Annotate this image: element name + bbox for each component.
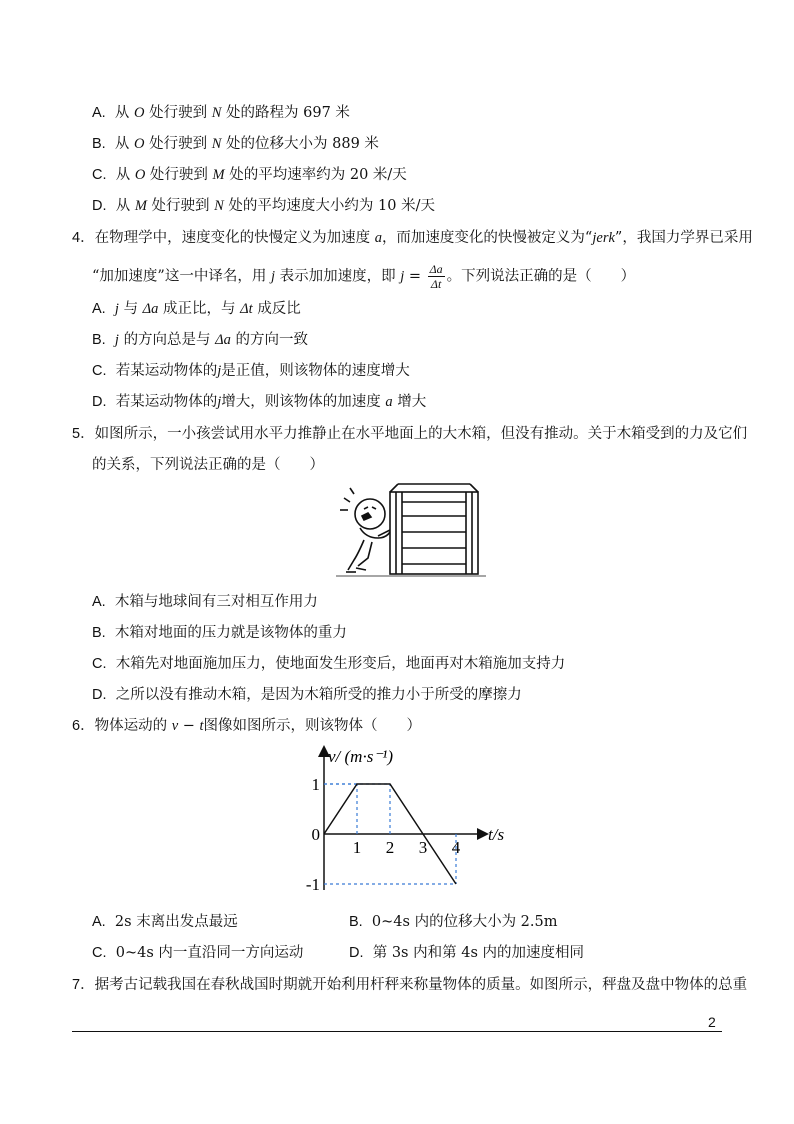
- x-tick-label-3: 3: [418, 838, 428, 857]
- q6-option-b[interactable]: B. 0~4s 内的位移大小为 2.5m: [349, 914, 558, 930]
- y-tick-label-0: 0: [311, 825, 320, 844]
- q3-option-a[interactable]: A. 从 O 处行驶到 N 处的路程为 697 米: [92, 105, 350, 121]
- wooden-crate: [390, 484, 478, 574]
- y-tick-label--1: -1: [305, 875, 320, 894]
- q3-option-b[interactable]: B. 从 O 处行驶到 N 处的位移大小为 889 米: [92, 136, 379, 152]
- page-number: 2: [708, 1014, 716, 1030]
- q5-option-b[interactable]: B. 木箱对地面的压力就是该物体的重力: [92, 625, 347, 641]
- q3-option-c[interactable]: C. 从 O 处行驶到 M 处的平均速率约为 20 米/天: [92, 167, 407, 183]
- q5-option-a[interactable]: A. 木箱与地球间有三对相互作用力: [92, 594, 318, 610]
- child-figure: [340, 488, 390, 572]
- q6-option-d[interactable]: D. 第 3s 内和第 4s 内的加速度相同: [349, 945, 584, 961]
- q4-stem-line2: “加加速度”这一中译名，用 j 表示加加速度，即 j = $\frac{\Delta a}{\Delta t}$ 。下列说法正确的是（ ）: [92, 262, 636, 291]
- q4-option-a[interactable]: A. j 与 Δa 成正比，与 Δt 成反比: [92, 301, 301, 317]
- q4-stem-line1: 4．在物理学中，速度变化的快慢定义为加速度 a，而加速度变化的快慢被定义为“jerk”，我国力学界已采用: [72, 230, 753, 246]
- x-tick-label-4: 4: [451, 838, 461, 857]
- q5-option-c[interactable]: C. 木箱先对地面施加压力，使地面发生形变后，地面再对木箱施加支持力: [92, 656, 566, 672]
- q7-stem-line1: 7．据考古记载我国在春秋战国时期就开始利用杆秤来称量物体的质量。如图所示，秤盘及盘中物体的总重: [72, 977, 748, 993]
- y-axis-label: v/ (m·s⁻¹): [328, 747, 394, 766]
- q4-option-b[interactable]: B. j 的方向总是与 Δa 的方向一致: [92, 332, 309, 348]
- q3-option-d[interactable]: D. 从 M 处行驶到 N 处的平均速度大小约为 10 米/天: [92, 198, 435, 214]
- q5-stem-line2: 的关系，下列说法正确的是（ ）: [92, 457, 324, 473]
- y-tick-label-1: 1: [311, 775, 320, 794]
- q5-option-d[interactable]: D. 之所以没有推动木箱，是因为木箱所受的推力小于所受的摩擦力: [92, 687, 522, 703]
- q4-option-d[interactable]: D. 若某运动物体的j增大，则该物体的加速度 a 增大: [92, 394, 427, 410]
- footer-rule: [72, 1031, 722, 1032]
- x-tick-label-2: 2: [385, 838, 395, 857]
- child-pushing-crate-illustration: [336, 480, 486, 580]
- q6-option-c[interactable]: C. 0~4s 内一直沿同一方向运动: [92, 945, 304, 961]
- jerk-formula-fraction: $\frac{\Delta a}{\Delta t}$: [429, 262, 443, 291]
- x-axis-label: t/s: [488, 825, 505, 844]
- q4-option-c[interactable]: C. 若某运动物体的j是正值，则该物体的速度增大: [92, 363, 410, 379]
- q6-option-a[interactable]: A. 2s 末离出发点最远: [92, 914, 238, 930]
- velocity-time-graph: [296, 740, 516, 900]
- q5-stem-line1: 5．如图所示，一小孩尝试用水平力推静止在水平地面上的大木箱，但没有推动。关于木箱受到的力及它们: [72, 426, 748, 442]
- q6-stem: 6．物体运动的 v − t图像如图所示，则该物体（ ）: [72, 718, 422, 734]
- x-tick-label-1: 1: [352, 838, 362, 857]
